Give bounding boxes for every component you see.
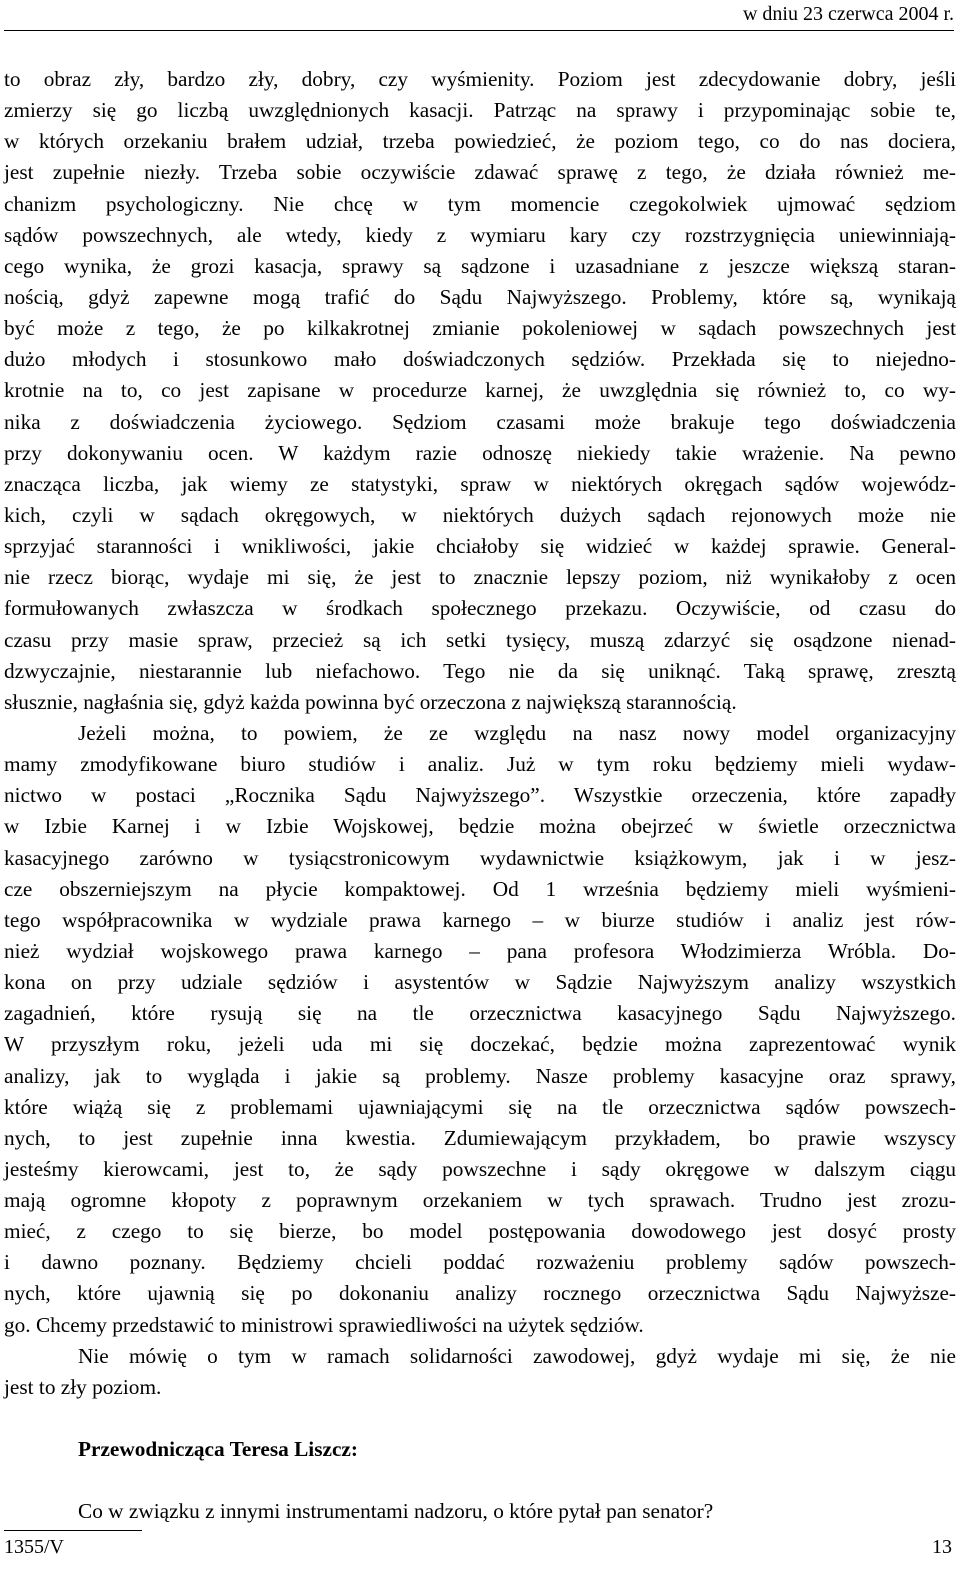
text-line: dzwyczajnie, niestarannie lub niefachowo. Tego nie da się uniknąć. Taką sprawę, zresztą <box>4 658 956 683</box>
text-line: tego współpracownika w wydziale prawa karnego – w biurze studiów i analiz jest rów- <box>4 907 956 932</box>
text-line: Nie mówię o tym w ramach solidarności zawodowej, gdyż wydaje mi się, że nie <box>78 1343 956 1368</box>
text-line: kich, czyli w sądach okręgowych, w niektórych dużych sądach rejonowych może nie <box>4 502 956 527</box>
paragraph-spacer <box>4 1465 956 1496</box>
text-line: dużo młodych i stosunkowo mało doświadczonych sędziów. Przekłada się to niejedno- <box>4 347 956 372</box>
text-line: analizy, jak to wygląda i jakie są problemy. Nasze problemy kasacyjne oraz sprawy, <box>4 1063 956 1088</box>
document-number: 1355/V <box>4 1536 64 1558</box>
text-line: jesteśmy kierowcami, jest to, że sądy powszechne i sądy okręgowe w dalszym ciągu <box>4 1156 956 1181</box>
text-line: zagadnień, które rysują się na tle orzecznictwa kasacyjnego Sądu Najwyższego. <box>4 1001 956 1026</box>
text-line: mamy zmodyfikowane biuro studiów i analiz. Już w tym roku będziemy mieli wydaw- <box>4 752 956 777</box>
footer-rule <box>4 1530 142 1531</box>
page-header-date: w dniu 23 czerwca 2004 r. <box>742 3 954 25</box>
text-line: cego wynika, że grozi kasacja, sprawy są sądzone i uzasadniane z jeszcze większą staran- <box>4 253 956 278</box>
text-line: jest zupełnie niezły. Trzeba sobie oczywiście zdawać sprawę z tego, że działa również me- <box>4 160 956 185</box>
text-line: nych, to jest zupełnie inna kwestia. Zdumiewającym przykładem, bo prawie wszyscy <box>4 1125 956 1150</box>
text-line: to obraz zły, bardzo zły, dobry, czy wyśmienity. Poziom jest zdecydowanie dobry, jeśli <box>4 67 956 91</box>
text-line: które wiążą się z problemami ujawniającymi się na tle orzecznictwa sądów powszech- <box>4 1094 956 1119</box>
paragraph-spacer <box>4 1403 956 1434</box>
text-line: W przyszłym roku, jeżeli uda mi się doczekać, będzie można zaprezentować wynik <box>4 1032 956 1057</box>
text-line: kona on przy udziale sędziów i asystentów w Sądzie Najwyższym analizy wszystkich <box>4 970 956 995</box>
text-line: słusznie, nagłaśnia się, gdyż każda powinna być orzeczona z największą starannością. <box>4 689 737 714</box>
text-line: go. Chcemy przedstawić to ministrowi sprawiedliwości na użytek sędziów. <box>4 1312 644 1337</box>
text-line: formułowanych zwłaszcza w środkach społecznego przekazu. Oczywiście, od czasu do <box>4 596 956 621</box>
text-line: mają ogromne kłopoty z poprawnym orzekaniem w tych sprawach. Trudno jest zrozu- <box>4 1188 956 1213</box>
text-line: kasacyjnego zarówno w tysiącstronicowym wydawnictwie książkowym, jak i w jesz- <box>4 845 956 870</box>
text-line: w których orzekaniu brałem udział, trzeba powiedzieć, że poziom tego, co do nas dociera, <box>4 129 956 154</box>
speaker-question: Co w związku z innymi instrumentami nadzoru, o które pytał pan senator? <box>78 1499 714 1524</box>
text-line: Jeżeli można, to powiem, że ze względu na nasz nowy model organizacyjny <box>78 720 956 745</box>
text-line: w Izbie Karnej i w Izbie Wojskowej, będzie można obejrzeć w świetle orzecznictwa <box>4 814 956 839</box>
text-line: nie rzecz biorąc, wydaje mi się, że jest to znacznie lepszy poziom, niż wynikałoby z ocen <box>4 565 956 590</box>
text-line: sprzyjać staranności i wnikliwości, jakie chciałoby się widzieć w każdej sprawie. General- <box>4 534 956 559</box>
text-line: zmierzy się go liczbą uwzględnionych kasacji. Patrząc na sprawy i przypominając sobie te, <box>4 98 956 123</box>
text-line: nika z doświadczenia życiowego. Sędziom czasami może brakuje tego doświadczenia <box>4 409 956 434</box>
document-body <box>4 64 956 1528</box>
text-line: jest to zły poziom. <box>4 1374 162 1399</box>
text-line: czasu przy masie spraw, przecież są ich setki tysięcy, muszą zdarzyć się osądzone nienad- <box>4 627 956 652</box>
text-line: mieć, z czego to się bierze, bo model postępowania dowodowego jest dosyć prosty <box>4 1219 956 1244</box>
speaker-name: Przewodnicząca Teresa Liszcz: <box>78 1437 358 1462</box>
text-line: nych, które ujawnią się po dokonaniu analizy rocznego orzecznictwa Sądu Najwyższe- <box>4 1281 956 1306</box>
page-number: 13 <box>932 1536 952 1558</box>
text-line: i dawno poznany. Będziemy chcieli poddać rozważeniu problemy sądów powszech- <box>4 1250 956 1275</box>
text-line: nież wydział wojskowego prawa karnego – pana profesora Włodzimierza Wróbla. Do- <box>4 938 956 963</box>
text-line: chanizm psychologiczny. Nie chcę w tym momencie czegokolwiek ujmować sędziom <box>4 191 956 216</box>
text-line: sądów powszechnych, ale wtedy, kiedy z wymiaru kary czy rozstrzygnięcia uniewinniają- <box>4 222 956 247</box>
text-line: przy dokonywaniu ocen. W każdym razie odnoszę niekiedy takie wrażenie. Na pewno <box>4 440 956 465</box>
text-line: znacząca liczba, jak wiemy ze statystyki, spraw w niektórych okręgach sądów wojewódz- <box>4 471 956 496</box>
header-rule <box>4 30 954 31</box>
text-line: nictwo w postaci „Rocznika Sądu Najwyższego”. Wszystkie orzeczenia, które zapadły <box>4 783 956 808</box>
text-line: cze obszerniejszym na płycie kompaktowej. Od 1 września będziemy mieli wyśmieni- <box>4 876 956 901</box>
text-line: krotnie na to, co jest zapisane w procedurze karnej, że uwzględnia się również to, co wy- <box>4 378 956 403</box>
text-line: nością, gdyż zapewne mogą trafić do Sądu Najwyższego. Problemy, które są, wynikają <box>4 284 956 309</box>
text-line: być może z tego, że po kilkakrotnej zmianie pokoleniowej w sądach powszechnych jest <box>4 316 956 341</box>
